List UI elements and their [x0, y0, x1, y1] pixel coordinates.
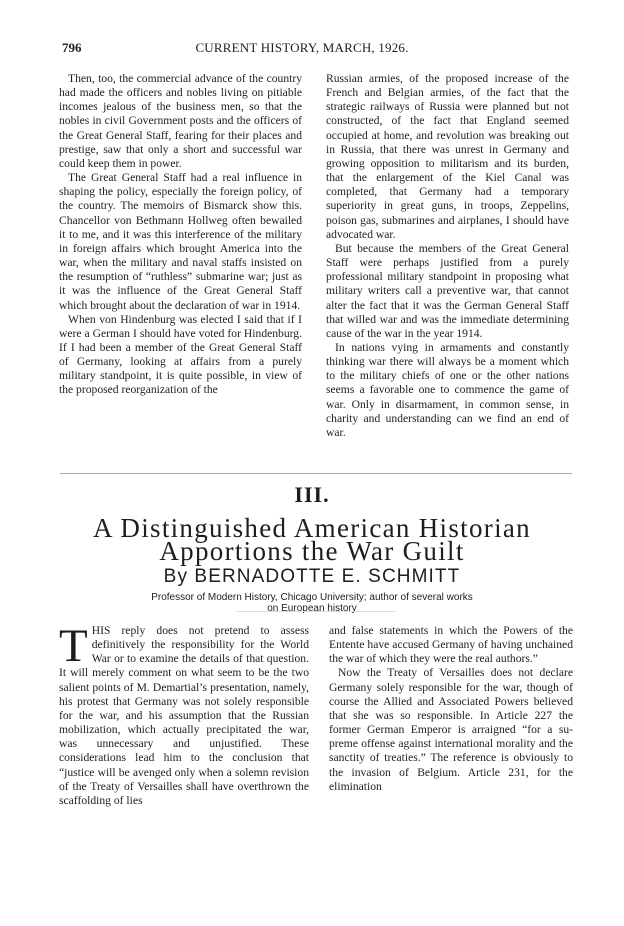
byline-divider — [236, 611, 396, 612]
article-left-column — [59, 620, 309, 808]
running-title: CURRENT HISTORY, MARCH, 1926. — [195, 40, 409, 55]
paragraph: In nations vying in armaments and constantly thinking war there will always be a moment which to the military chiefs of one or the other nations seems a favorable one to commence the game of war. Only in disarmament, in common sense, in charity and understanding can we find an end of war. — [326, 340, 569, 439]
top-left-column — [59, 72, 302, 398]
page-header — [62, 40, 542, 56]
paragraph: When von Hindenburg was elected I said that if I were a German I should have voted for Hindenburg. If I had been a member of the Great General Staff of Germany, looking at affairs from a purely military standpoint, it is quite possible, in view of the proposed reorganization of the — [59, 312, 302, 397]
paragraph: The Great General Staff had a real influence in shaping the policy, especially the foreign policy, of the country. The memoirs of Bismarck show this. Chancellor von Bethmann Hollweg often bewailed it to me, and it was this interference of the military in foreign affairs which brought America into the war, when the military and naval staffs insisted on the resumption of “ruthless” submarine war; just as it was the influence of the Great General Staff which brought about the declaration of war in 1914. — [59, 171, 302, 312]
drop-cap: T — [59, 620, 88, 672]
paragraph: Russian armies, of the proposed increase of the French and Belgian armies, of the fact that the strategic railways of Russia were planned but not constructed, of the fact that England seemed occupied at home, and revolution was breaking out in Russia, that there was unrest in Germany and growing opposition to militarism and its burden, that the enlargement of the Kiel Canal was completed, that Germany had a temporary superiority in great guns, in troops, Zeppelins, poison gas, submarines and airplanes, I should have advocated war. — [326, 72, 569, 241]
section-numeral: III. — [294, 482, 330, 507]
author-affiliation: Professor of Modern History, Chicago University; author of several works — [151, 592, 473, 603]
author-byline: By BERNADOTTE E. SCHMITT — [163, 566, 461, 587]
article-title-line-1: A Distinguished American Historian — [93, 513, 531, 543]
article-right-column — [329, 624, 573, 794]
paragraph: and false statements in which the Powers of the Entente have accused Germany of having unchained the war of which they were the real authors.” — [329, 624, 573, 666]
section-divider — [60, 473, 572, 474]
opening-paragraph — [59, 620, 309, 808]
paragraph: Now the Treaty of Versailles does not declare Germany solely responsible for the war, though of course the Allied and Associated Powers believed that she was so responsible. In Article 227 the former German Emperor is arraigned “for a supreme offense against international morality and the sanctity of treaties.” The reference is obviously to the invasion of Belgium. Article 231, for the elimination — [329, 666, 573, 793]
article-title-line-2: Apportions the War Guilt — [159, 536, 465, 566]
page-number: 796 — [62, 40, 82, 55]
opening-text: HIS reply does not pretend to assess definitively the responsibility for the World War or to examine the details of that question. It will merely comment on what seem to be the two salient points of M. Demartial’s presentation, namely, his protest that Germany was not solely responsible for the war, and his assumption that the Russian mobilization, which actually precipitated the war, was unnecessary and unjustified. These considerations lead him to the conclusion that “justice will be avenged only when a solemn revision of the Treaty of Versailles shall have overthrown the scaffolding of lies — [59, 624, 309, 807]
paragraph: Then, too, the commercial advance of the country had made the officers and nobles living on pitiable incomes jealous of the business men, so that the nobles in civil Government posts and the officers of the Great General Staff, fearing for their places and prestige, saw that only a short and successful war could keep them in power. — [59, 72, 302, 170]
top-right-column — [326, 72, 569, 440]
author-affiliation-continued: on European history — [267, 603, 357, 614]
paragraph: But because the members of the Great General Staff were perhaps justified from a purely professional military standpoint in proposing what military writers call a preventive war, that cannot alter the fact that it was the German General Staff that willed war and was the immediate determining cause of the war in the year 1914. — [326, 241, 569, 340]
